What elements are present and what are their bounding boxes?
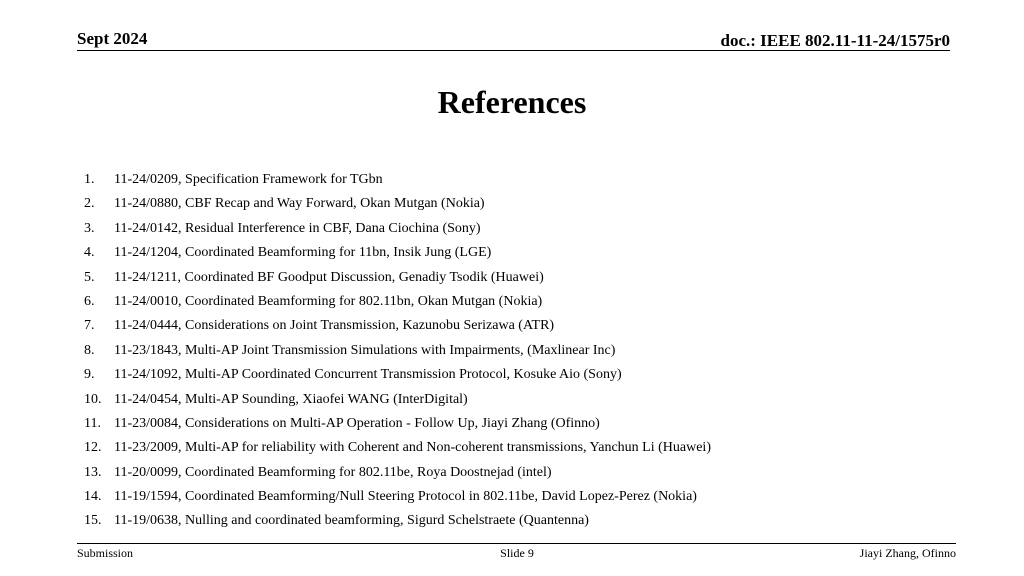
reference-list [84, 168, 984, 534]
reference-item [84, 412, 984, 436]
slide-title: References [437, 84, 587, 120]
reference-number: 11. [84, 415, 101, 431]
reference-text: 11-24/1204, Coordinated Beamforming for 11bn, Insik Jung (LGE) [114, 245, 492, 261]
reference-number: 9. [84, 367, 95, 383]
reference-text: 11-24/1211, Coordinated BF Goodput Discussion, Genadiy Tsodik (Huawei) [114, 269, 544, 285]
footer-author: Jiayi Zhang, Ofinno [859, 546, 956, 560]
reference-item [84, 168, 984, 192]
reference-item [84, 241, 984, 265]
reference-number: 3. [84, 220, 95, 236]
reference-number: 14. [84, 489, 102, 505]
reference-text: 11-24/0880, CBF Recap and Way Forward, Okan Mutgan (Nokia) [114, 196, 485, 212]
reference-number: 5. [84, 269, 95, 285]
reference-item [84, 388, 984, 412]
reference-item [84, 436, 984, 460]
reference-number: 12. [84, 440, 102, 456]
reference-number: 4. [84, 245, 95, 261]
reference-item [84, 314, 984, 338]
reference-text: 11-20/0099, Coordinated Beamforming for 802.11be, Roya Doostnejad (intel) [114, 464, 552, 480]
reference-number: 13. [84, 464, 102, 480]
reference-text: 11-24/0142, Residual Interference in CBF, Dana Ciochina (Sony) [114, 220, 481, 236]
reference-number: 10. [84, 391, 102, 407]
reference-text: 11-24/0010, Coordinated Beamforming for 802.11bn, Okan Mutgan (Nokia) [114, 293, 543, 309]
reference-item [84, 363, 984, 387]
reference-number: 2. [84, 196, 95, 212]
header-divider [77, 50, 950, 51]
reference-text: 11-23/1843, Multi-AP Joint Transmission Simulations with Impairments, (Maxlinear Inc) [114, 342, 616, 358]
reference-item [84, 339, 984, 363]
reference-number: 7. [84, 318, 95, 334]
reference-text: 11-23/0084, Considerations on Multi-AP Operation - Follow Up, Jiayi Zhang (Ofinno) [114, 415, 600, 431]
reference-text: 11-24/0454, Multi-AP Sounding, Xiaofei WANG (InterDigital) [114, 391, 468, 407]
reference-text: 11-24/0444, Considerations on Joint Transmission, Kazunobu Serizawa (ATR) [114, 318, 555, 334]
reference-number: 8. [84, 342, 95, 358]
header-doc-id: doc.: IEEE 802.11-11-24/1575r0 [720, 31, 950, 50]
reference-item [84, 461, 984, 485]
reference-item [84, 290, 984, 314]
reference-item [84, 217, 984, 241]
reference-item [84, 485, 984, 509]
reference-item [84, 266, 984, 290]
footer-slide-number: Slide 9 [500, 546, 534, 560]
reference-text: 11-19/0638, Nulling and coordinated beamforming, Sigurd Schelstraete (Quantenna) [114, 513, 589, 529]
reference-item [84, 192, 984, 216]
header-date: Sept 2024 [77, 29, 148, 48]
reference-item [84, 509, 984, 533]
reference-text: 11-24/1092, Multi-AP Coordinated Concurrent Transmission Protocol, Kosuke Aio (Sony) [114, 367, 622, 383]
footer-divider [77, 543, 956, 544]
reference-number: 6. [84, 293, 95, 309]
reference-number: 15. [84, 513, 102, 529]
reference-number: 1. [84, 172, 95, 187]
reference-text: 11-19/1594, Coordinated Beamforming/Null Steering Protocol in 802.11be, David Lopez-Perez (Nokia) [114, 489, 697, 505]
reference-text: 11-23/2009, Multi-AP for reliability with Coherent and Non-coherent transmissions, Yanchun Li (Huawei) [114, 440, 711, 456]
reference-text: 11-24/0209, Specification Framework for TGbn [114, 172, 383, 187]
footer-submission: Submission [77, 546, 134, 560]
